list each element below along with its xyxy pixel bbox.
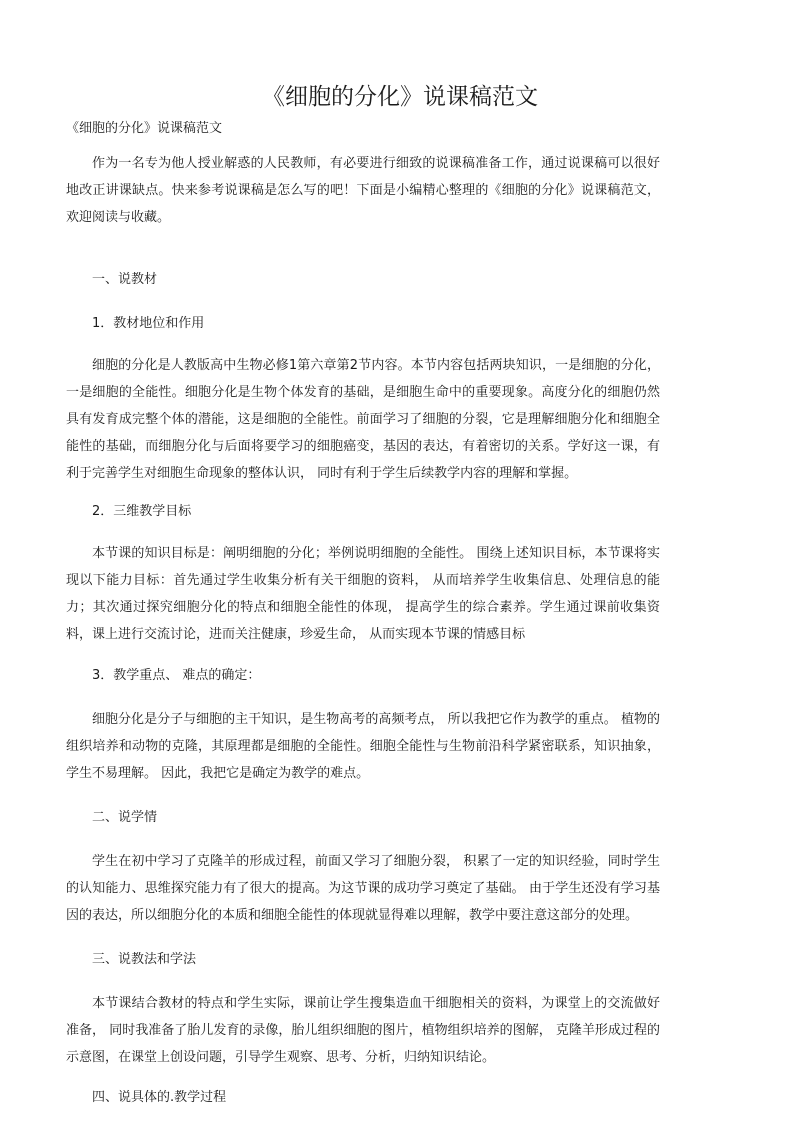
paragraph-position-role: 细胞的分化是人教版高中生物必修1第六章第2节内容。本节内容包括两块知识，一是细胞的分化，一是细胞的全能性。细胞分化是生物个体发育的基础，是细胞生命中的重要现象。高度分化的细胞仍然具有发育成完整个体的潜能，这是细胞的全能性。前面学习了细胞的分裂，它是理解细胞分化和细胞全能性的基础，而细胞分化与后面将要学习的细胞癌变，基因的表达，有着密切的关系。学好这一课，有利于完善学生对细胞生命现象的整体认识， 同时有利于学生后续教学内容的理解和掌握。 <box>66 358 660 481</box>
subheading-key-difficult-points: 3．教学重点、 难点的确定： <box>92 668 261 683</box>
subheading-teaching-goals: 2．三维教学目标 <box>92 504 192 519</box>
section-heading-teaching-process: 四、说具体的.教学过程 <box>92 1090 227 1105</box>
section-heading-methods: 三、说教法和学法 <box>92 952 197 967</box>
subheading-position-role: 1．教材地位和作用 <box>92 316 205 331</box>
paragraph-learners: 学生在初中学习了克隆羊的形成过程，前面又学习了细胞分裂， 积累了一定的知识经验，同时学生的认知能力、思维探究能力有了很大的提高。为这节课的成功学习奠定了基础。 由于学生还没有学习基因的表达，所以细胞分化的本质和细胞全能性的体现就显得难以理解，教学中要注意这部分的处理。 <box>66 854 660 923</box>
intro-paragraph: 作为一名专为他人授业解惑的人民教师，有必要进行细致的说课稿准备工作，通过说课稿可以很好地改正讲课缺点。快来参考说课稿是怎么写的吧！下面是小编精心整理的《细胞的分化》说课稿范文，欢迎阅读与收藏。 <box>66 156 660 225</box>
paragraph-teaching-goals: 本节课的知识目标是：阐明细胞的分化；举例说明细胞的全能性。 围绕上述知识目标，本节课将实现以下能力目标：首先通过学生收集分析有关干细胞的资料， 从而培养学生收集信息、处理信息的能力；其次通过探究细胞分化的特点和细胞全能性的体现， 提高学生的综合素养。学生通过课前收集资料，课上进行交流讨论，进而关注健康，珍爱生命， 从而实现本节课的情感目标 <box>66 546 660 642</box>
section-heading-textbook: 一、说教材 <box>92 272 158 287</box>
document-title: 《细胞的分化》说课稿范文 <box>262 84 538 110</box>
document-subtitle: 《细胞的分化》说课稿范文 <box>66 121 223 136</box>
paragraph-methods: 本节课结合教材的特点和学生实际，课前让学生搜集造血干细胞相关的资料，为课堂上的交流做好准备， 同时我准备了胎儿发育的录像，胎儿组织细胞的图片，植物组织培养的图解， 克隆羊形成过程的示意图，在课堂上创设问题，引导学生观察、思考、分析，归纳知识结论。 <box>66 996 660 1065</box>
paragraph-key-difficult-points: 细胞分化是分子与细胞的主干知识，是生物高考的高频考点， 所以我把它作为教学的重点。 植物的组织培养和动物的克隆，其原理都是细胞的全能性。细胞全能性与生物前沿科学紧密联系，知识抽象，学生不易理解。 因此，我把它是确定为教学的难点。 <box>66 712 660 781</box>
section-heading-learners: 二、说学情 <box>92 810 158 825</box>
